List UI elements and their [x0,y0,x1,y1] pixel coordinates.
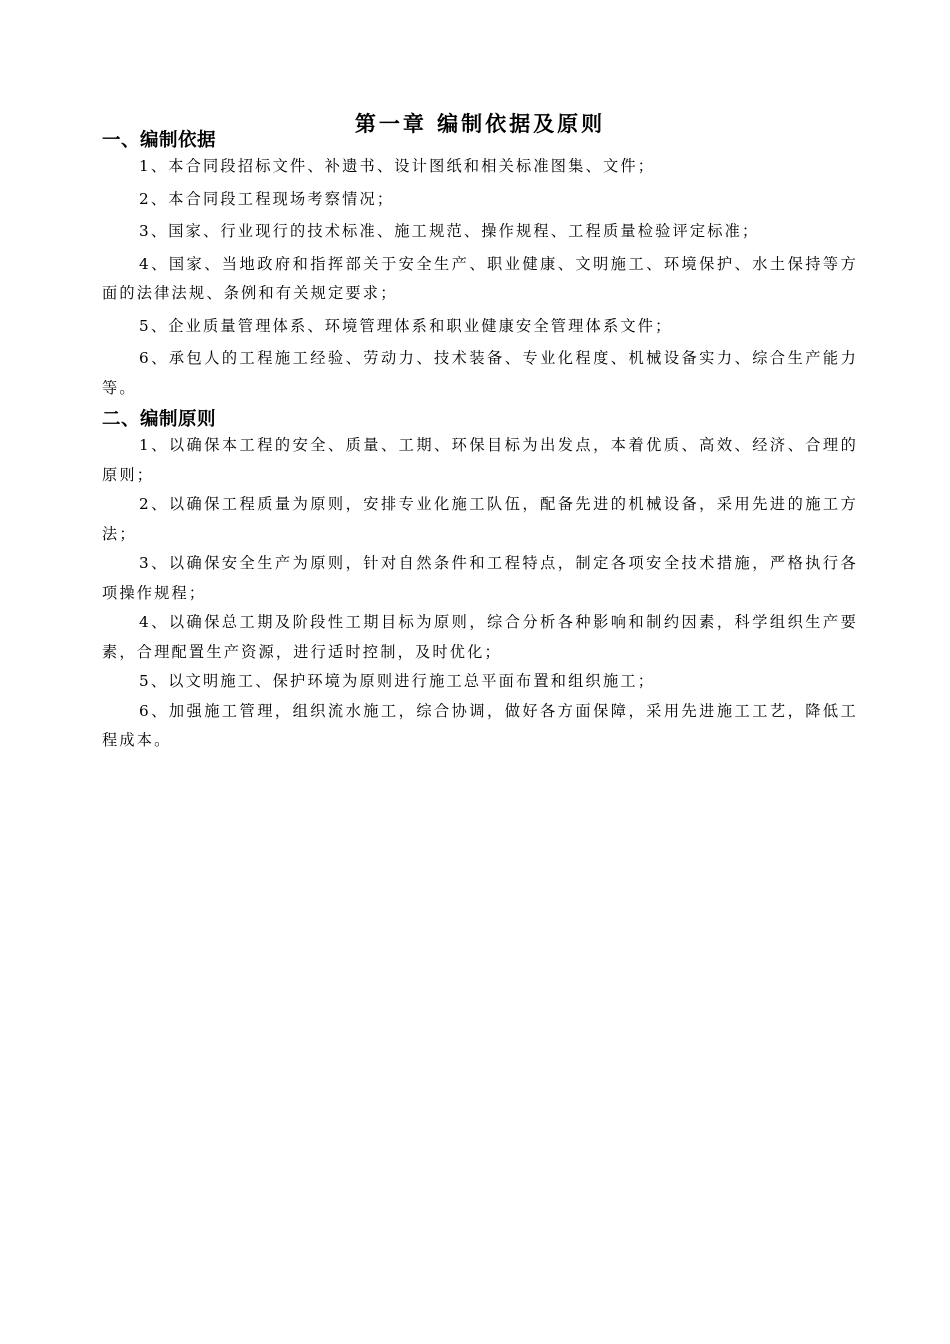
basis-list [102,152,858,403]
section-principles [102,409,858,756]
basis-item-2: 2、本合同段工程现场考察情况； [139,189,395,208]
principle-item-4: 4、以确保总工期及阶段性工期目标为原则，综合分析各种影响和制约因素，科学组织生产要素，合理配置生产资源，进行适时控制，及时优化； [102,613,858,661]
principles-list [102,431,858,756]
basis-item-5: 5、企业质量管理体系、环境管理体系和职业健康安全管理体系文件； [139,316,673,335]
principle-item-5: 5、以文明施工、保护环境为原则进行施工总平面布置和组织施工； [139,672,656,690]
section-heading-basis: 一、编制依据 [102,130,217,151]
principle-item-6: 6、加强施工管理，组织流水施工，综合协调，做好各方面保障，采用先进施工工艺，降低工程成本。 [102,701,858,749]
principle-item-3: 3、以确保安全生产为原则，针对自然条件和工程特点，制定各项安全技术措施，严格执行各项操作规程； [102,554,858,602]
chapter-title: 第一章 编制依据及原则 [354,112,606,136]
section-basis [102,130,858,403]
basis-item-4: 4、国家、当地政府和指挥部关于安全生产、职业健康、文明施工、环境保护、水土保持等方面的法律法规、条例和有关规定要求； [102,254,858,302]
principle-item-1: 1、以确保本工程的安全、质量、工期、环保目标为出发点，本着优质、高效、经济、合理的原则； [102,436,858,484]
principle-item-2: 2、以确保工程质量为原则，安排专业化施工队伍，配备先进的机械设备，采用先进的施工方法； [102,495,858,543]
basis-item-1: 1、本合同段招标文件、补遗书、设计图纸和相关标准图集、文件； [139,157,656,175]
document-body [102,108,858,756]
basis-item-6: 6、承包人的工程施工经验、劳动力、技术装备、专业化程度、机械设备实力、综合生产能力等。 [102,349,858,397]
section-heading-principles: 二、编制原则 [102,409,217,430]
basis-item-3: 3、国家、行业现行的技术标准、施工规范、操作规程、工程质量检验评定标准； [139,222,760,240]
